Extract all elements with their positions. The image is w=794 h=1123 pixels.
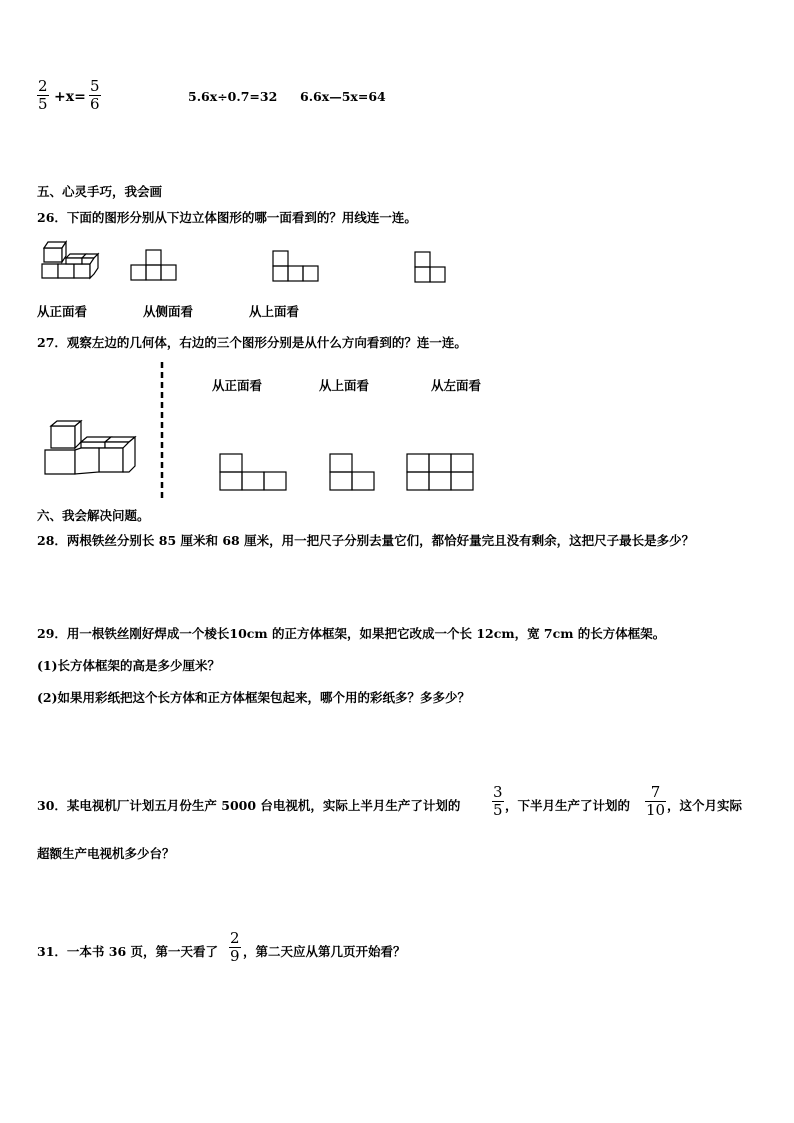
q27-view-2 bbox=[329, 453, 379, 493]
question-29: 29．用一根铁丝刚好焊成一个棱长10cm 的正方体框架，如果把它改成一个长 12cm，宽 7cm 的长方体框架。 bbox=[37, 626, 666, 641]
question-31-part-a: 31．一本书 36 页，第一天看了 bbox=[37, 944, 218, 959]
denominator: 6 bbox=[90, 95, 100, 113]
q27-label-left: 从左面看 bbox=[431, 378, 482, 393]
q27-view-1 bbox=[219, 453, 289, 493]
denominator: 5 bbox=[38, 95, 48, 113]
q26-label-top: 从上面看 bbox=[249, 304, 300, 319]
q26-label-front: 从正面看 bbox=[37, 304, 88, 319]
q26-view-c bbox=[414, 250, 446, 286]
question-29-part-1: (1)长方体框架的高是多少厘米？ bbox=[37, 658, 221, 673]
q27-dashed-divider bbox=[160, 362, 164, 502]
q26-label-side: 从侧面看 bbox=[143, 304, 194, 319]
question-26: 26．下面的图形分别从下边立体图形的哪一面看到的？用线连一连。 bbox=[37, 210, 417, 225]
question-29-part-2: (2)如果用彩纸把这个长方体和正方体框架包起来，哪个用的彩纸多？多多少？ bbox=[37, 690, 471, 705]
fraction-5-6 bbox=[89, 78, 101, 113]
q26-view-b bbox=[272, 249, 318, 283]
denominator: 5 bbox=[493, 801, 503, 819]
question-30-part-c: ，这个月实际 bbox=[667, 798, 743, 813]
q27-label-front: 从正面看 bbox=[212, 378, 263, 393]
numerator: 5 bbox=[90, 77, 100, 95]
q26-solid-figure bbox=[40, 240, 102, 286]
question-30-line-2: 超额生产电视机多少台？ bbox=[37, 846, 175, 861]
numerator: 2 bbox=[230, 929, 240, 947]
q26-view-a bbox=[130, 248, 176, 284]
q27-view-3 bbox=[406, 453, 476, 493]
fraction-7-10 bbox=[645, 784, 666, 819]
numerator: 2 bbox=[38, 77, 48, 95]
section-6-heading: 六、我会解决问题。 bbox=[37, 508, 150, 523]
question-28: 28．两根铁丝分别长 85 厘米和 68 厘米，用一把尺子分别去量它们，都恰好量完且没有剩余，这把尺子最长是多少？ bbox=[37, 533, 695, 548]
numerator: 7 bbox=[650, 783, 661, 801]
denominator: 9 bbox=[230, 947, 240, 965]
question-27: 27．观察左边的几何体，右边的三个图形分别是从什么方向看到的？连一连。 bbox=[37, 335, 467, 350]
denominator: 10 bbox=[646, 801, 666, 819]
fraction-2-5 bbox=[37, 78, 49, 113]
section-5-heading: 五、心灵手巧，我会画 bbox=[37, 184, 163, 199]
equation-1-middle: +x= bbox=[54, 89, 86, 105]
numerator: 3 bbox=[493, 783, 503, 801]
equation-3: 6.6x—5x=64 bbox=[300, 89, 386, 104]
q27-solid-figure bbox=[41, 420, 141, 480]
fraction-3-5 bbox=[492, 784, 504, 819]
question-31-part-b: ，第二天应从第几页开始看？ bbox=[243, 944, 406, 959]
question-30-part-a: 30．某电视机厂计划五月份生产 5000 台电视机，实际上半月生产了计划的 bbox=[37, 798, 461, 813]
fraction-2-9 bbox=[229, 930, 241, 965]
equation-2: 5.6x÷0.7=32 bbox=[188, 89, 278, 104]
q27-label-top: 从上面看 bbox=[319, 378, 370, 393]
question-30-part-b: ，下半月生产了计划的 bbox=[505, 798, 631, 813]
